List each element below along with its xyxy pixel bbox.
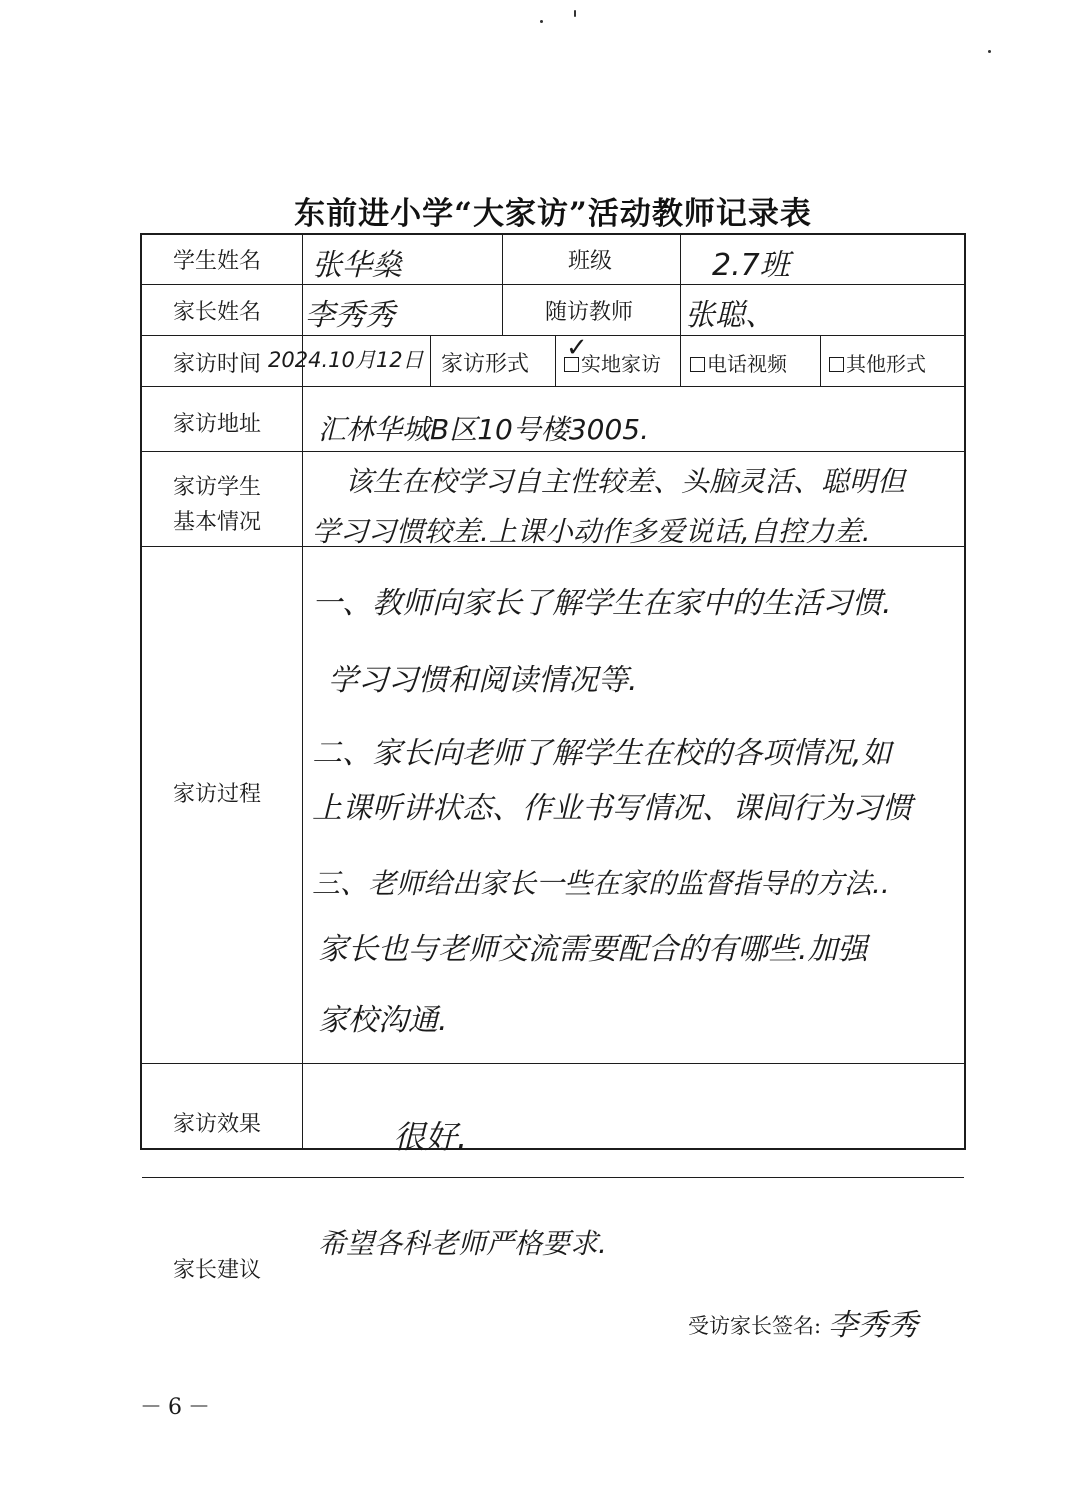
- process-line: 家长也与老师交流需要配合的有哪些.加强: [318, 932, 868, 967]
- checkbox-icon: [829, 357, 844, 372]
- basic-info-label-line2: 基本情况: [173, 510, 262, 535]
- cell-divider: [680, 335, 681, 386]
- student-name-value: 张华燊: [312, 248, 402, 283]
- class-label: 班级: [568, 249, 613, 274]
- parent-name-value: 李秀秀: [305, 298, 395, 333]
- parent-name-label: 家长姓名: [173, 300, 262, 325]
- cell-divider: [680, 235, 681, 335]
- process-line: 家校沟通.: [318, 1003, 448, 1038]
- option-phone-video: [690, 348, 787, 377]
- option-other: [829, 348, 926, 377]
- address-label: 家访地址: [173, 412, 262, 437]
- cell-divider: [820, 335, 821, 386]
- row-divider: [142, 451, 964, 452]
- accompany-teacher-value: 张聪、: [685, 298, 775, 333]
- cell-divider: [502, 235, 503, 335]
- suggestion-value: 希望各科老师严格要求.: [318, 1227, 607, 1260]
- basic-info-label-line1: 家访学生: [173, 475, 262, 500]
- row-divider: [142, 386, 964, 387]
- process-line: 三、老师给出家长一些在家的监督指导的方法..: [312, 867, 890, 900]
- row-divider: [142, 1177, 964, 1178]
- visit-time-value: 2024.10月12日: [268, 348, 424, 372]
- process-line: 学习习惯和阅读情况等.: [328, 663, 638, 698]
- checkmark-icon: ✓: [566, 333, 588, 363]
- option-phone-video-label: 电话视频: [707, 352, 787, 376]
- address-value: 汇林华城B区10号楼3005.: [318, 413, 649, 446]
- signature-value: 李秀秀: [828, 1308, 918, 1343]
- visit-form-label: 家访形式: [441, 352, 530, 377]
- basic-info-line: 学习习惯较差.上课小动作多爱说话,自控力差.: [312, 515, 871, 548]
- row-divider: [142, 1063, 964, 1064]
- checkbox-icon: [690, 357, 705, 372]
- row-divider: [142, 335, 964, 336]
- process-line: 一、教师向家长了解学生在家中的生活习惯.: [312, 586, 892, 621]
- accompany-teacher-label: 随访教师: [545, 300, 634, 325]
- option-other-label: 其他形式: [846, 352, 926, 376]
- page-title: 东前进小学“大家访”活动教师记录表: [294, 196, 812, 232]
- process-line: 上课听讲状态、作业书写情况、课间行为习惯: [312, 791, 912, 826]
- signature-label: 受访家长签名:: [688, 1314, 822, 1338]
- class-value: 2.7班: [712, 248, 790, 283]
- effect-label: 家访效果: [173, 1112, 262, 1137]
- scan-speck: [574, 10, 576, 17]
- cell-divider: [430, 335, 431, 386]
- option-onsite-label: 实地家访: [581, 352, 661, 376]
- process-label: 家访过程: [173, 782, 262, 807]
- scan-speck: [988, 50, 991, 53]
- cell-divider: [555, 335, 556, 386]
- student-name-label: 学生姓名: [173, 249, 262, 274]
- row-divider: [142, 284, 964, 285]
- page-number: －6－: [140, 1395, 216, 1420]
- visit-time-label: 家访时间: [173, 352, 262, 377]
- process-line: 二、家长向老师了解学生在校的各项情况,如: [312, 736, 892, 771]
- scan-speck: [540, 20, 543, 23]
- suggestion-label: 家长建议: [173, 1258, 262, 1283]
- effect-value: 很好.: [393, 1118, 468, 1156]
- basic-info-line: 该生在校学习自主性较差、头脑灵活、聪明但: [345, 465, 906, 498]
